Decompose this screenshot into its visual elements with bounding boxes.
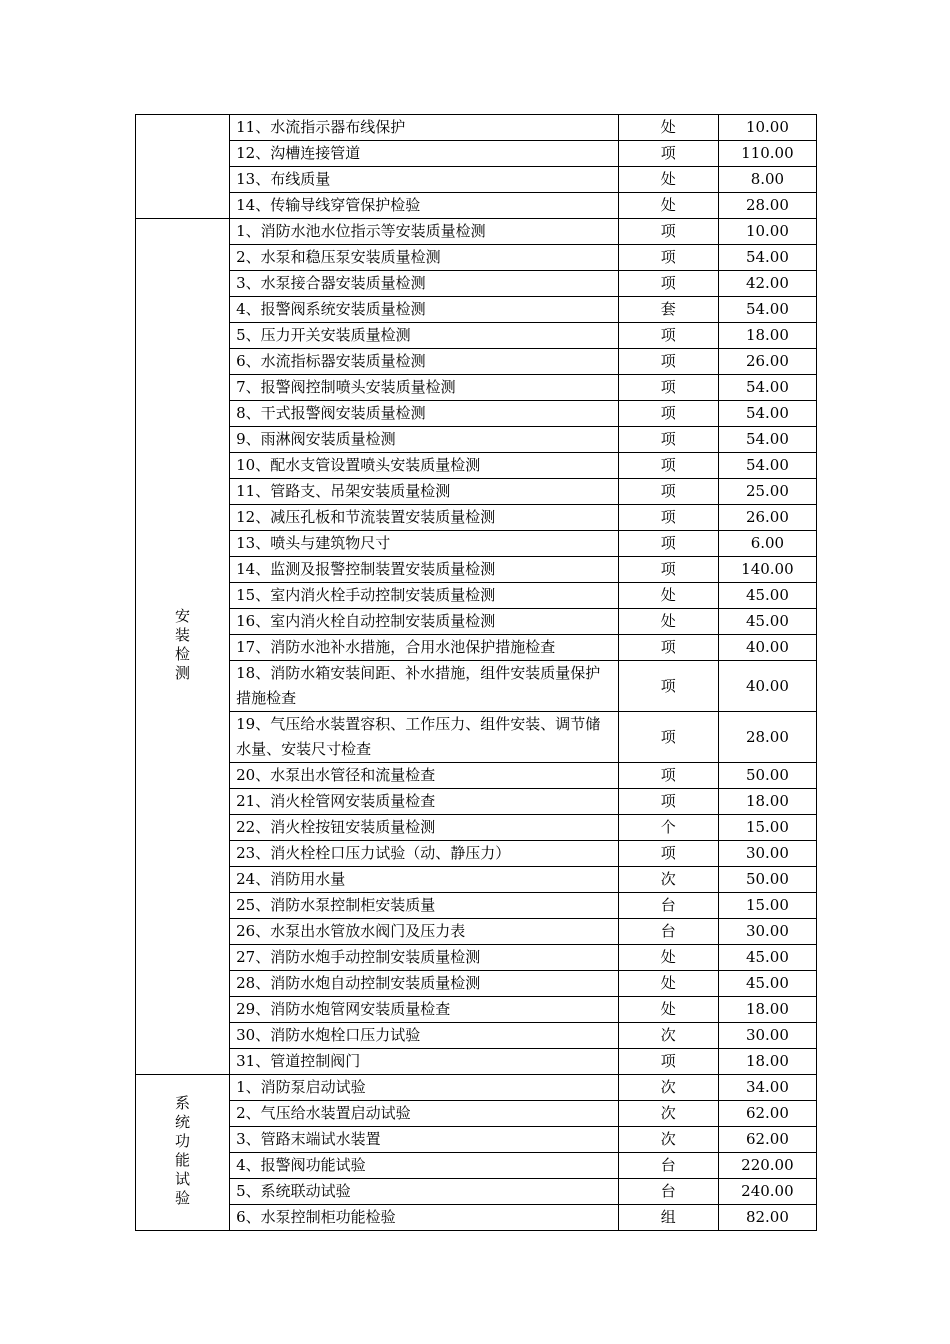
unit-cell: 项 (618, 1049, 718, 1075)
price-cell: 18.00 (718, 323, 816, 349)
unit-cell: 处 (618, 609, 718, 635)
table-row (136, 193, 817, 219)
item-cell: 1、消防泵启动试验 (230, 1075, 619, 1101)
table-row (136, 712, 817, 763)
price-cell: 40.00 (718, 661, 816, 712)
unit-cell: 项 (618, 505, 718, 531)
price-cell: 54.00 (718, 453, 816, 479)
item-cell: 3、水泵接合器安装质量检测 (230, 271, 619, 297)
item-cell: 11、管路支、吊架安装质量检测 (230, 479, 619, 505)
price-cell: 220.00 (718, 1153, 816, 1179)
table-row (136, 661, 817, 712)
unit-cell: 项 (618, 219, 718, 245)
unit-cell: 次 (618, 1101, 718, 1127)
item-cell: 29、消防水炮管网安装质量检查 (230, 997, 619, 1023)
item-cell: 5、压力开关安装质量检测 (230, 323, 619, 349)
category-cell (136, 219, 230, 1075)
price-cell: 34.00 (718, 1075, 816, 1101)
unit-cell: 次 (618, 867, 718, 893)
item-cell: 30、消防水炮栓口压力试验 (230, 1023, 619, 1049)
table-row (136, 763, 817, 789)
table-row (136, 815, 817, 841)
unit-cell: 处 (618, 971, 718, 997)
unit-cell: 项 (618, 323, 718, 349)
table-row (136, 297, 817, 323)
item-cell: 7、报警阀控制喷头安装质量检测 (230, 375, 619, 401)
table-row (136, 401, 817, 427)
table-row (136, 609, 817, 635)
price-cell: 45.00 (718, 945, 816, 971)
price-cell: 26.00 (718, 349, 816, 375)
item-cell: 28、消防水炮自动控制安装质量检测 (230, 971, 619, 997)
item-cell: 5、系统联动试验 (230, 1179, 619, 1205)
item-cell: 4、报警阀系统安装质量检测 (230, 297, 619, 323)
price-cell: 54.00 (718, 427, 816, 453)
price-cell: 240.00 (718, 1179, 816, 1205)
unit-cell: 项 (618, 841, 718, 867)
table-row (136, 453, 817, 479)
table-row (136, 167, 817, 193)
unit-cell: 项 (618, 763, 718, 789)
unit-cell: 处 (618, 115, 718, 141)
price-cell: 28.00 (718, 712, 816, 763)
price-cell: 18.00 (718, 997, 816, 1023)
item-cell: 24、消防用水量 (230, 867, 619, 893)
item-cell: 4、报警阀功能试验 (230, 1153, 619, 1179)
unit-cell: 项 (618, 245, 718, 271)
unit-cell: 项 (618, 141, 718, 167)
price-cell: 45.00 (718, 971, 816, 997)
unit-cell: 项 (618, 271, 718, 297)
item-cell: 2、水泵和稳压泵安装质量检测 (230, 245, 619, 271)
price-cell: 50.00 (718, 763, 816, 789)
unit-cell: 处 (618, 583, 718, 609)
price-cell: 25.00 (718, 479, 816, 505)
table-row (136, 323, 817, 349)
table-row (136, 635, 817, 661)
unit-cell: 个 (618, 815, 718, 841)
item-cell: 9、雨淋阀安装质量检测 (230, 427, 619, 453)
table-row (136, 945, 817, 971)
table-row (136, 505, 817, 531)
unit-cell: 处 (618, 945, 718, 971)
table-row (136, 867, 817, 893)
item-cell: 15、室内消火栓手动控制安装质量检测 (230, 583, 619, 609)
unit-cell: 项 (618, 375, 718, 401)
unit-cell: 组 (618, 1205, 718, 1231)
unit-cell: 项 (618, 349, 718, 375)
price-cell: 54.00 (718, 375, 816, 401)
item-cell: 31、管道控制阀门 (230, 1049, 619, 1075)
item-cell: 2、气压给水装置启动试验 (230, 1101, 619, 1127)
item-cell: 13、喷头与建筑物尺寸 (230, 531, 619, 557)
item-cell: 6、水流指标器安装质量检测 (230, 349, 619, 375)
item-cell: 14、监测及报警控制装置安装质量检测 (230, 557, 619, 583)
table-row (136, 893, 817, 919)
unit-cell: 项 (618, 479, 718, 505)
price-cell: 54.00 (718, 245, 816, 271)
table-row (136, 1127, 817, 1153)
table-row (136, 531, 817, 557)
table-row (136, 919, 817, 945)
price-cell: 10.00 (718, 219, 816, 245)
unit-cell: 次 (618, 1127, 718, 1153)
table-row (136, 427, 817, 453)
item-cell: 8、干式报警阀安装质量检测 (230, 401, 619, 427)
table-row (136, 1205, 817, 1231)
price-cell: 54.00 (718, 401, 816, 427)
table-row (136, 219, 817, 245)
item-cell: 10、配水支管设置喷头安装质量检测 (230, 453, 619, 479)
unit-cell: 项 (618, 712, 718, 763)
unit-cell: 台 (618, 1179, 718, 1205)
price-cell: 62.00 (718, 1127, 816, 1153)
unit-cell: 台 (618, 893, 718, 919)
price-cell: 30.00 (718, 841, 816, 867)
unit-cell: 次 (618, 1023, 718, 1049)
price-cell: 82.00 (718, 1205, 816, 1231)
unit-cell: 项 (618, 557, 718, 583)
table-row (136, 1179, 817, 1205)
price-cell: 45.00 (718, 609, 816, 635)
price-cell: 18.00 (718, 789, 816, 815)
item-cell: 6、水泵控制柜功能检验 (230, 1205, 619, 1231)
table-row (136, 1101, 817, 1127)
price-cell: 6.00 (718, 531, 816, 557)
price-cell: 42.00 (718, 271, 816, 297)
unit-cell: 项 (618, 453, 718, 479)
item-cell: 13、布线质量 (230, 167, 619, 193)
item-cell: 26、水泵出水管放水阀门及压力表 (230, 919, 619, 945)
unit-cell: 台 (618, 919, 718, 945)
item-cell: 14、传输导线穿管保护检验 (230, 193, 619, 219)
price-cell: 28.00 (718, 193, 816, 219)
price-cell: 62.00 (718, 1101, 816, 1127)
table-row (136, 583, 817, 609)
table-row (136, 271, 817, 297)
table-row (136, 115, 817, 141)
category-label: 系统功能试验 (175, 1094, 191, 1207)
price-cell: 140.00 (718, 557, 816, 583)
table-row (136, 971, 817, 997)
item-cell: 17、消防水池补水措施，合用水池保护措施检查 (230, 635, 619, 661)
category-cell (136, 1075, 230, 1231)
item-cell: 27、消防水炮手动控制安装质量检测 (230, 945, 619, 971)
price-cell: 15.00 (718, 815, 816, 841)
unit-cell: 次 (618, 1075, 718, 1101)
item-cell: 21、消火栓管网安装质量检查 (230, 789, 619, 815)
item-cell: 22、消火栓按钮安装质量检测 (230, 815, 619, 841)
table-row (136, 841, 817, 867)
table-row (136, 479, 817, 505)
table-row (136, 1153, 817, 1179)
item-cell: 11、水流指示器布线保护 (230, 115, 619, 141)
price-cell: 45.00 (718, 583, 816, 609)
table-row (136, 349, 817, 375)
table-row (136, 1075, 817, 1101)
price-cell: 30.00 (718, 1023, 816, 1049)
item-cell: 23、消火栓栓口压力试验（动、静压力） (230, 841, 619, 867)
item-cell: 18、消防水箱安装间距、补水措施，组件安装质量保护措施检查 (230, 661, 619, 712)
table-row (136, 1023, 817, 1049)
table-row (136, 557, 817, 583)
price-table (135, 114, 817, 1231)
item-cell: 20、水泵出水管径和流量检查 (230, 763, 619, 789)
item-cell: 16、室内消火栓自动控制安装质量检测 (230, 609, 619, 635)
unit-cell: 处 (618, 167, 718, 193)
unit-cell: 项 (618, 661, 718, 712)
price-cell: 110.00 (718, 141, 816, 167)
unit-cell: 套 (618, 297, 718, 323)
table-row (136, 375, 817, 401)
category-label: 安装检测 (175, 607, 191, 682)
item-cell: 12、减压孔板和节流装置安装质量检测 (230, 505, 619, 531)
price-cell: 50.00 (718, 867, 816, 893)
unit-cell: 项 (618, 635, 718, 661)
price-cell: 18.00 (718, 1049, 816, 1075)
unit-cell: 处 (618, 997, 718, 1023)
item-cell: 1、消防水池水位指示等安装质量检测 (230, 219, 619, 245)
price-cell: 30.00 (718, 919, 816, 945)
table-body (136, 115, 817, 1231)
price-cell: 10.00 (718, 115, 816, 141)
unit-cell: 项 (618, 401, 718, 427)
category-cell (136, 115, 230, 219)
table-row (136, 997, 817, 1023)
table-row (136, 1049, 817, 1075)
item-cell: 19、气压给水装置容积、工作压力、组件安装、调节储水量、安装尺寸检查 (230, 712, 619, 763)
price-cell: 8.00 (718, 167, 816, 193)
table-row (136, 789, 817, 815)
item-cell: 12、沟槽连接管道 (230, 141, 619, 167)
unit-cell: 处 (618, 193, 718, 219)
price-cell: 40.00 (718, 635, 816, 661)
table-row (136, 245, 817, 271)
unit-cell: 项 (618, 427, 718, 453)
item-cell: 3、管路末端试水装置 (230, 1127, 619, 1153)
unit-cell: 项 (618, 531, 718, 557)
unit-cell: 台 (618, 1153, 718, 1179)
price-cell: 15.00 (718, 893, 816, 919)
price-cell: 54.00 (718, 297, 816, 323)
unit-cell: 项 (618, 789, 718, 815)
price-cell: 26.00 (718, 505, 816, 531)
item-cell: 25、消防水泵控制柜安装质量 (230, 893, 619, 919)
table-row (136, 141, 817, 167)
